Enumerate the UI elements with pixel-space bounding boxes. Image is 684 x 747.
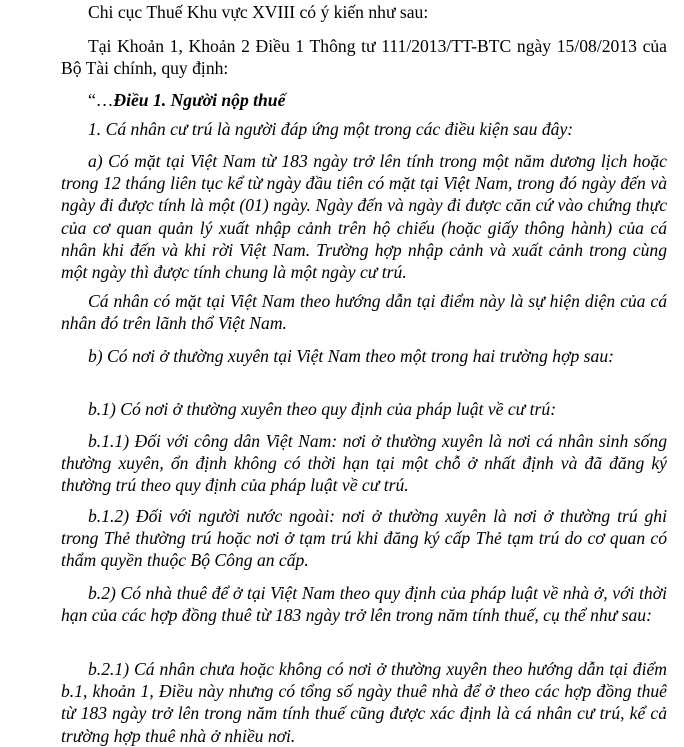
- point-a: a) Có mặt tại Việt Nam từ 183 ngày trở lên tính trong một năm dương lịch hoặc trong 12 tháng liên tục kể từ ngày đầu tiên có mặt tại Việt Nam, trong đó ngày đến và ngày đi được tính là một (01) ngày. Ngày đến và ngày đi được căn cứ vào chứng thực của cơ quan quản lý xuất nhập cảnh trên hộ chiếu (hoặc giấy thông hành) của cá nhân khi đến và khi rời Việt Nam. Trường hợp nhập cảnh và xuất cảnh trong cùng một ngày thì được tính chung là một ngày cư trú.: [61, 151, 667, 283]
- intro-paragraph: Chi cục Thuế Khu vực XVIII có ý kiến như sau:: [88, 2, 429, 22]
- clause-1: 1. Cá nhân cư trú là người đáp ứng một trong các điều kiện sau đây:: [88, 119, 574, 139]
- quote-open: “…: [88, 90, 114, 110]
- point-b1-2: b.1.2) Đối với người nước ngoài: nơi ở thường xuyên là nơi ở thường trú ghi trong Thẻ thường trú hoặc nơi ở tạm trú khi đăng ký cấp Thẻ tạm trú do cơ quan có thẩm quyền thuộc Bộ Công an cấp.: [61, 506, 667, 571]
- point-b1: b.1) Có nơi ở thường xuyên theo quy định của pháp luật về cư trú:: [88, 399, 557, 419]
- point-b1-1: b.1.1) Đối với công dân Việt Nam: nơi ở thường xuyên là nơi cá nhân sinh sống thường xuyên, ổn định không có thời hạn tại một chỗ ở nhất định và đã đăng ký thường trú theo quy định của pháp luật về cư trú.: [61, 431, 667, 496]
- point-b2: b.2) Có nhà thuê để ở tại Việt Nam theo quy định của pháp luật về nhà ở, với thời hạn của các hợp đồng thuê từ 183 ngày trở lên trong năm tính thuế, cụ thể như sau:: [61, 583, 667, 626]
- citation-paragraph: Tại Khoản 1, Khoản 2 Điều 1 Thông tư 111/2013/TT-BTC ngày 15/08/2013 của Bộ Tài chính, quy định:: [61, 36, 667, 79]
- article-heading-paragraph: [61, 89, 667, 111]
- point-b2-1: b.2.1) Cá nhân chưa hoặc không có nơi ở thường xuyên theo hướng dẫn tại điểm b.1, khoản 1, Điều này nhưng có tổng số ngày thuê nhà để ở theo các hợp đồng thuê từ 183 ngày trở lên trong năm tính thuế cũng được xác định là cá nhân cư trú, kể cả trường hợp thuê nhà ở nhiều nơi.: [61, 659, 667, 746]
- presence-note: Cá nhân có mặt tại Việt Nam theo hướng dẫn tại điểm này là sự hiện diện của cá nhân đó trên lãnh thổ Việt Nam.: [61, 291, 667, 334]
- point-b: b) Có nơi ở thường xuyên tại Việt Nam theo một trong hai trường hợp sau:: [88, 346, 614, 366]
- article-heading: Điều 1. Người nộp thuế: [113, 90, 286, 110]
